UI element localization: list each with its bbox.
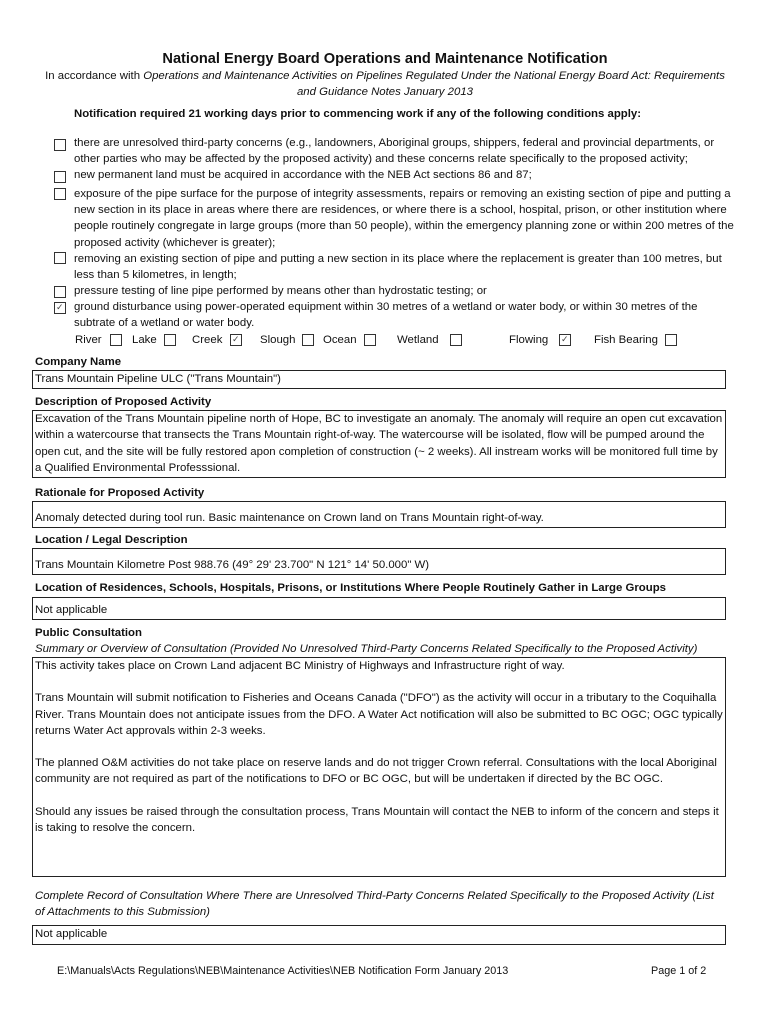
complete-record-field[interactable] [32, 925, 726, 945]
water-type-lake-label: Lake [132, 334, 157, 346]
description-value: Excavation of the Trans Mountain pipeline north of Hope, BC to investigate an anomaly. The anomaly will require an open cut excavation within a watercourse that transects the Trans Mountain right-of-way. The watercourse will be isolated, flow will be pumped around the open cut, and the site will be fully restored apon completion of construction (~ 2 weeks). All instream works will be monitored full time by a Qualified Environmental Professsional. [35, 413, 723, 474]
complete-record-label: Complete Record of Consultation Where There are Unresolved Third-Party Concerns Related Specifically to the Proposed Activity (List of Attachments to this Submission) [35, 890, 714, 918]
water-type-fish-bearing-checkbox[interactable] [665, 334, 677, 346]
rationale-label: Rationale for Proposed Activity [35, 487, 205, 499]
condition-checkbox-6[interactable] [54, 302, 66, 314]
condition-3-text: exposure of the pipe surface for the purpose of integrity assessments, repairs or removing an existing section of pipe and putting a new section in its place in areas where there are residences, or where there is a school, hospital, prison, or other institution where people routinely congregate in large groups (more than 50 people), within the emergency planning zone or within 200 metres of the proposed activity (whichever is greater); [74, 188, 734, 249]
consultation-summary-field[interactable] [32, 657, 726, 877]
condition-checkbox-3[interactable] [54, 188, 66, 200]
water-type-lake-checkbox[interactable] [164, 334, 176, 346]
description-field[interactable] [32, 410, 726, 478]
condition-5-text: pressure testing of line pipe performed by means other than hydrostatic testing; or [74, 285, 487, 297]
rationale-value: Anomaly detected during tool run. Basic maintenance on Crown land on Trans Mountain right-of-way. [35, 512, 544, 524]
rationale-field[interactable] [32, 501, 726, 528]
water-type-creek-label: Creek [192, 334, 223, 346]
condition-checkbox-2[interactable] [54, 171, 66, 183]
location-label: Location / Legal Description [35, 534, 188, 546]
residences-label: Location of Residences, Schools, Hospitals, Prisons, or Institutions Where People Routinely Gather in Large Groups [35, 582, 667, 594]
condition-checkbox-1[interactable] [54, 139, 66, 151]
footer-file-path: E:\Manuals\Acts Regulations\NEB\Maintenance Activities\NEB Notification Form January 2013 [57, 965, 509, 977]
water-type-slough-checkbox[interactable] [302, 334, 314, 346]
water-type-fish-bearing-label: Fish Bearing [594, 334, 658, 346]
condition-checkbox-5[interactable] [54, 286, 66, 298]
consultation-summary-label: Summary or Overview of Consultation (Provided No Unresolved Third-Party Concerns Related Specifically to the Proposed Activity) [35, 643, 698, 655]
water-type-slough-label: Slough [260, 334, 296, 346]
footer-page-number: Page 1 of 2 [651, 965, 707, 977]
location-field[interactable] [32, 548, 726, 575]
condition-4-text: removing an existing section of pipe and putting a new section in its place where the replacement is greater than 100 metres, but less than 5 kilometres, in length; [74, 253, 722, 282]
consultation-paragraph-1: This activity takes place on Crown Land adjacent BC Ministry of Highways and Infrastructure right of way. [35, 660, 565, 672]
water-type-ocean-checkbox[interactable] [364, 334, 376, 346]
page-title: National Energy Board Operations and Maintenance Notification [162, 51, 608, 67]
subtitle [40, 68, 730, 100]
water-type-flowing-label: Flowing [509, 334, 549, 346]
company-name-value: Trans Mountain Pipeline ULC ("Trans Mountain") [35, 373, 281, 385]
water-type-ocean-label: Ocean [323, 334, 357, 346]
complete-record-value: Not applicable [35, 928, 108, 940]
condition-checkbox-4[interactable] [54, 252, 66, 264]
subtitle-reference: Operations and Maintenance Activities on Pipelines Regulated Under the National Energy Board Act: Requirements and Guidance Notes January 2013 [143, 70, 725, 98]
consultation-paragraph-3: The planned O&M activities do not take place on reserve lands and do not trigger Crown referral. Consultations with the local Aboriginal community are not required as part of the notifications to DFO or BC OGC, but will be undertaken if directed by the BC OGC. [35, 757, 717, 786]
company-name-field[interactable] [32, 370, 726, 389]
water-type-river-label: River [75, 334, 102, 346]
consultation-paragraph-4: Should any issues be raised through the consultation process, Trans Mountain will contact the NEB to inform of the concern and steps it is taking to resolve the concern. [35, 805, 719, 835]
water-type-river-checkbox[interactable] [110, 334, 122, 346]
company-name-label: Company Name [35, 356, 122, 368]
location-value: Trans Mountain Kilometre Post 988.76 (49° 29' 23.700" N 121° 14' 50.000" W) [35, 559, 430, 571]
description-label: Description of Proposed Activity [35, 396, 212, 408]
water-type-wetland-checkbox[interactable] [450, 334, 462, 346]
residences-field[interactable] [32, 597, 726, 620]
residences-value: Not applicable [35, 604, 108, 616]
requirement-statement: Notification required 21 working days prior to commencing work if any of the following conditions apply: [74, 108, 642, 120]
condition-6-text: ground disturbance using power-operated equipment within 30 metres of a wetland or water body, or within 30 metres of the subtrate of a wetland or water body. [74, 301, 698, 330]
consultation-paragraph-2: Trans Mountain will submit notification to Fisheries and Oceans Canada ("DFO") as the activity will occur in a tributary to the Coquihalla River. Trans Mountain does not anticipate issues from the DFO. A Water Act notification will also be submitted to BC OGC; OGC typically returns Water Act approvals within 2-3 weeks. [35, 692, 723, 737]
water-type-wetland-label: Wetland [397, 334, 439, 346]
public-consultation-label: Public Consultation [35, 627, 142, 639]
subtitle-prefix: In accordance with [45, 70, 144, 82]
condition-1-text: there are unresolved third-party concerns (e.g., landowners, Aboriginal groups, shippers, federal and provincial departments, or other parties who may be affected by the proposed activity) and these concerns relate specifically to the proposed activity; [74, 137, 715, 166]
water-type-flowing-checkbox[interactable] [559, 334, 571, 346]
condition-2-text: new permanent land must be acquired in accordance with the NEB Act sections 86 and 87; [74, 169, 532, 181]
water-type-creek-checkbox[interactable] [230, 334, 242, 346]
